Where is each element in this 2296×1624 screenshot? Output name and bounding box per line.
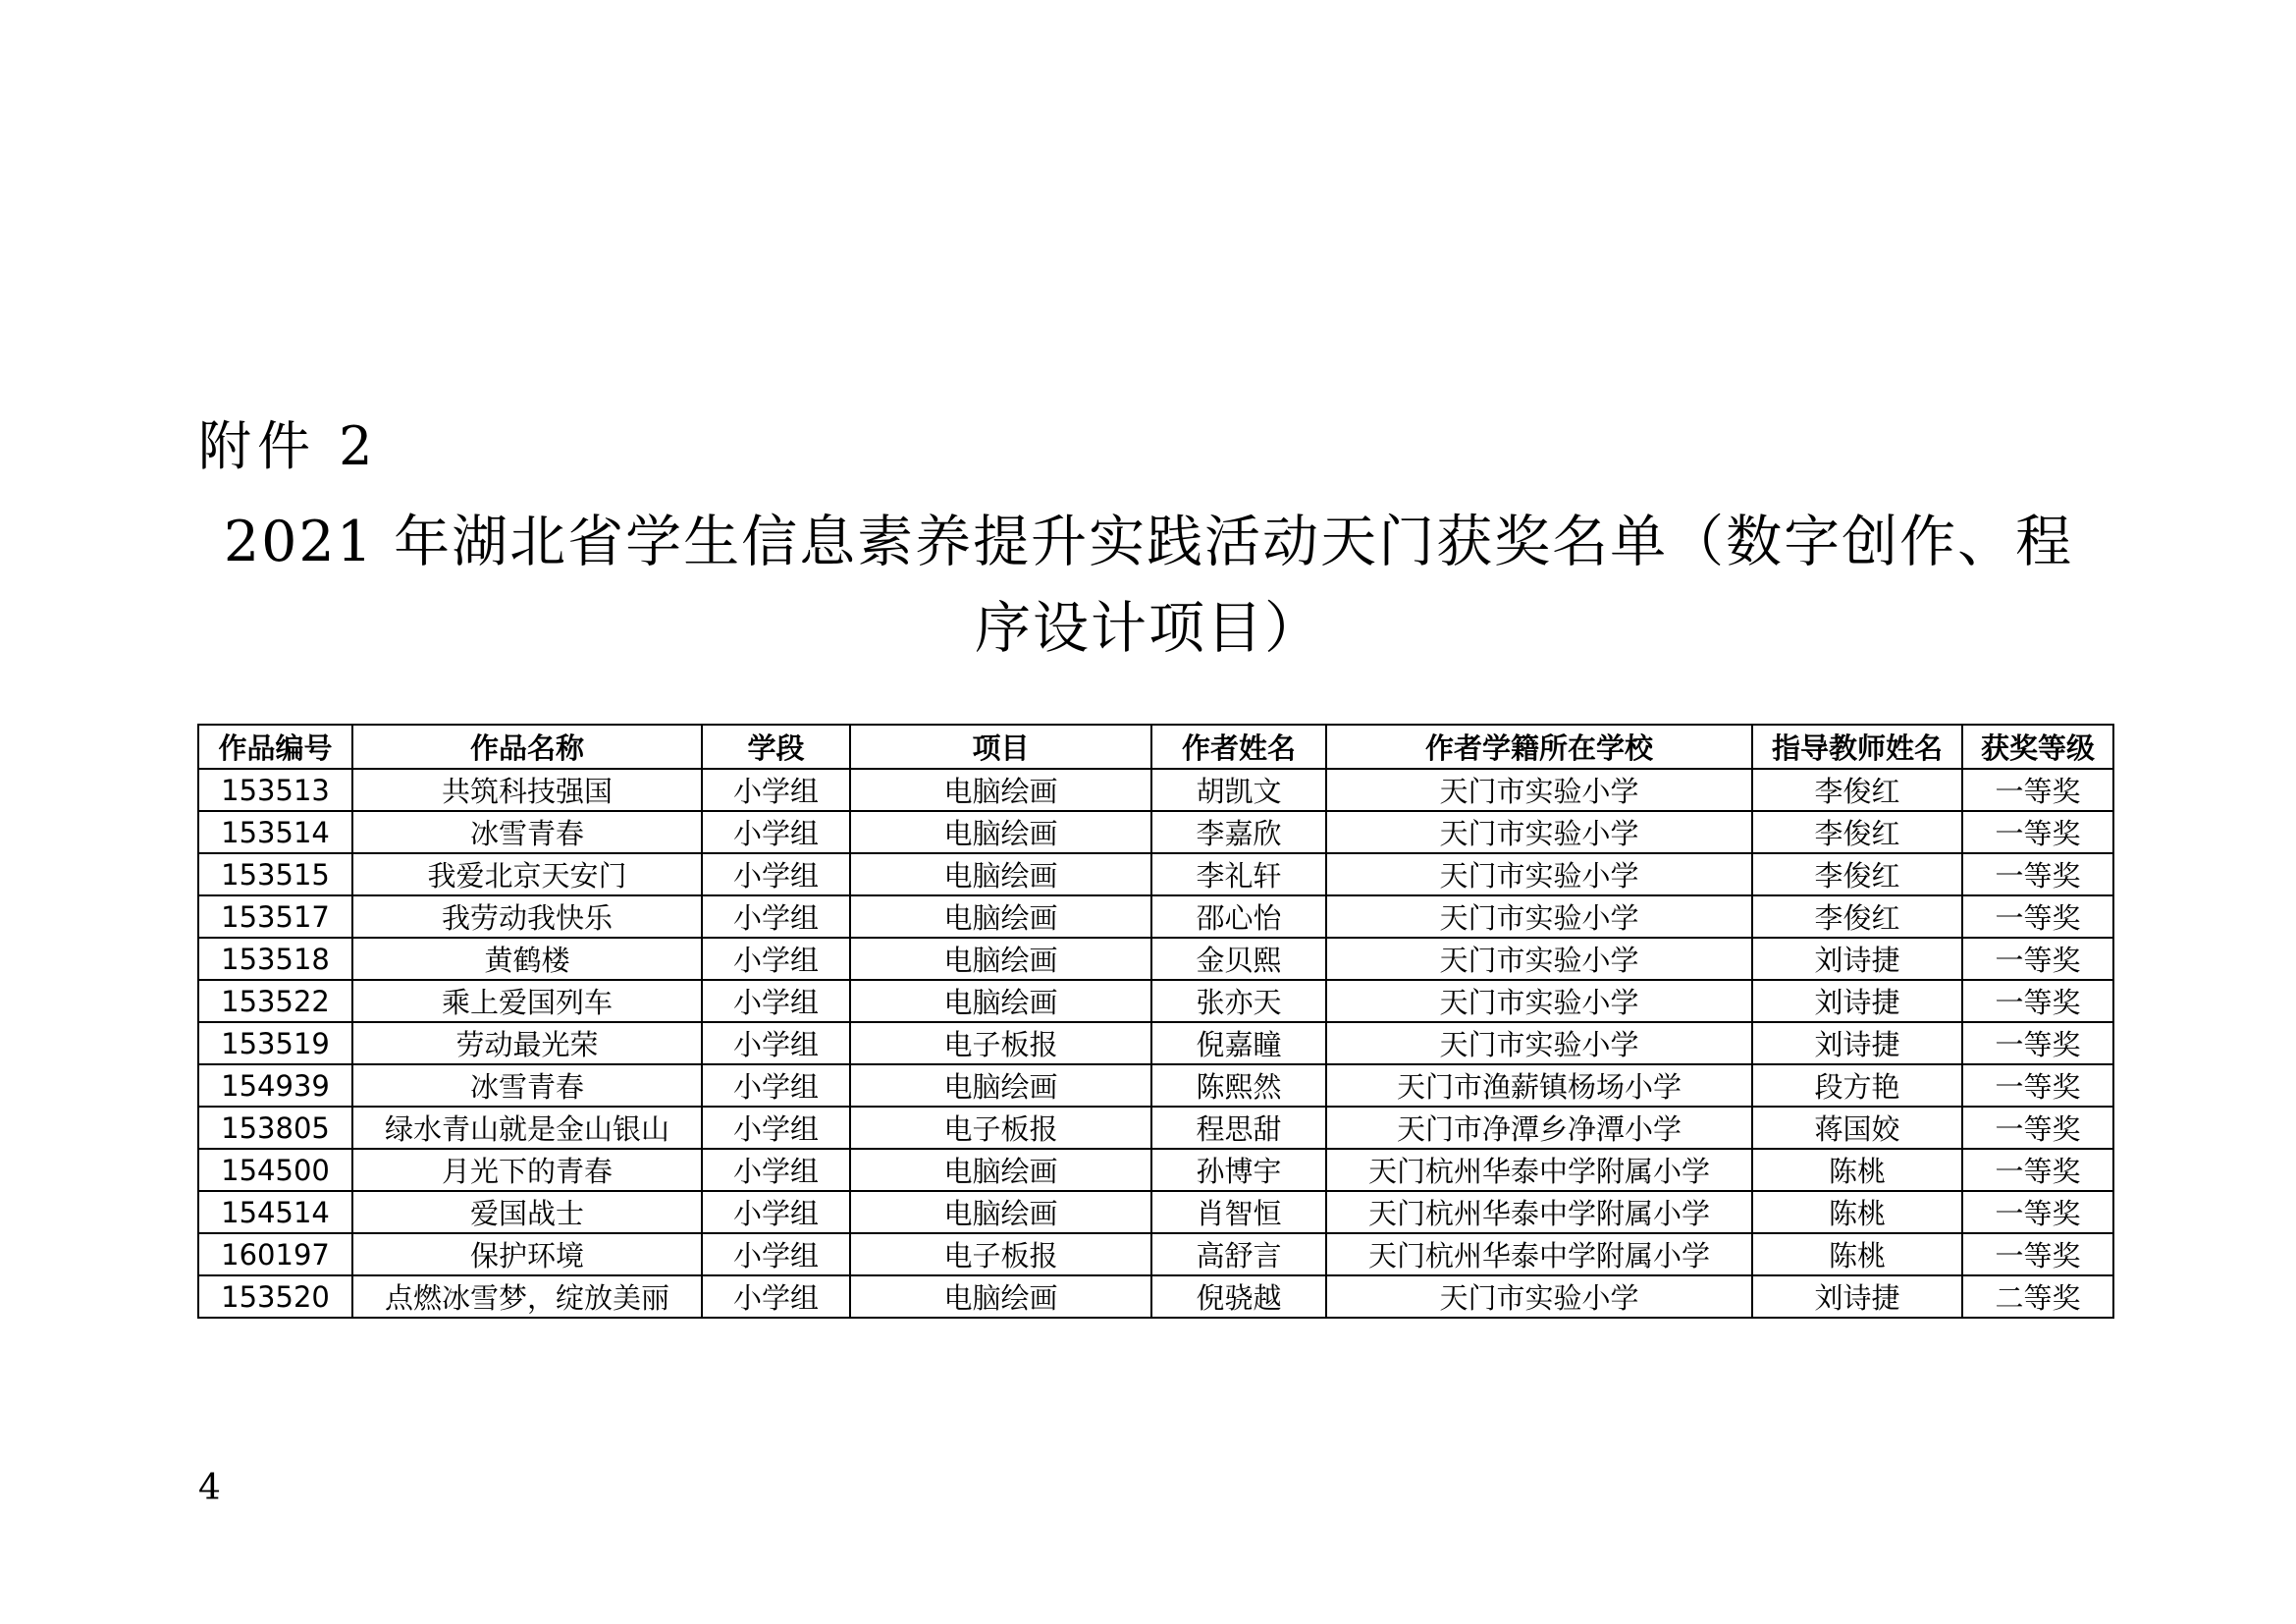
cell-level: 小学组: [702, 1107, 850, 1149]
cell-school: 天门市实验小学: [1326, 853, 1752, 895]
cell-work-id: 153519: [198, 1022, 352, 1064]
table-row: [198, 1107, 2113, 1149]
cell-teacher: 蒋国姣: [1752, 1107, 1962, 1149]
cell-school: 天门市实验小学: [1326, 811, 1752, 853]
table-row: [198, 811, 2113, 853]
cell-work-name: 冰雪青春: [352, 1064, 702, 1107]
cell-work-name: 冰雪青春: [352, 811, 702, 853]
cell-level: 小学组: [702, 853, 850, 895]
cell-school: 天门市实验小学: [1326, 1022, 1752, 1064]
header-award: 获奖等级: [1962, 725, 2113, 769]
cell-work-id: 154514: [198, 1191, 352, 1233]
header-teacher: 指导教师姓名: [1752, 725, 1962, 769]
cell-work-name: 绿水青山就是金山银山: [352, 1107, 702, 1149]
cell-award: 一等奖: [1962, 1022, 2113, 1064]
cell-work-id: 160197: [198, 1233, 352, 1275]
header-work-id: 作品编号: [198, 725, 352, 769]
cell-award: 一等奖: [1962, 980, 2113, 1022]
cell-project: 电脑绘画: [850, 811, 1151, 853]
cell-award: 一等奖: [1962, 1233, 2113, 1275]
cell-project: 电脑绘画: [850, 1149, 1151, 1191]
cell-work-id: 153515: [198, 853, 352, 895]
cell-award: 一等奖: [1962, 769, 2113, 811]
cell-work-name: 黄鹤楼: [352, 938, 702, 980]
cell-author: 倪嘉瞳: [1151, 1022, 1326, 1064]
cell-work-name: 共筑科技强国: [352, 769, 702, 811]
cell-project: 电脑绘画: [850, 1191, 1151, 1233]
cell-author: 陈熙然: [1151, 1064, 1326, 1107]
header-level: 学段: [702, 725, 850, 769]
title-line-2: 序设计项目）: [975, 596, 1322, 661]
cell-school: 天门杭州华泰中学附属小学: [1326, 1191, 1752, 1233]
cell-award: 一等奖: [1962, 1191, 2113, 1233]
cell-school: 天门市实验小学: [1326, 895, 1752, 938]
table-row: [198, 853, 2113, 895]
cell-school: 天门杭州华泰中学附属小学: [1326, 1233, 1752, 1275]
cell-teacher: 陈桃: [1752, 1233, 1962, 1275]
cell-level: 小学组: [702, 1233, 850, 1275]
page-number: 4: [198, 1468, 221, 1508]
cell-teacher: 陈桃: [1752, 1149, 1962, 1191]
cell-award: 一等奖: [1962, 1064, 2113, 1107]
cell-school: 天门市实验小学: [1326, 980, 1752, 1022]
cell-project: 电脑绘画: [850, 895, 1151, 938]
cell-school: 天门市渔薪镇杨场小学: [1326, 1064, 1752, 1107]
cell-work-name: 爱国战士: [352, 1191, 702, 1233]
cell-author: 孙博宇: [1151, 1149, 1326, 1191]
cell-level: 小学组: [702, 769, 850, 811]
cell-teacher: 刘诗捷: [1752, 1022, 1962, 1064]
cell-level: 小学组: [702, 1064, 850, 1107]
cell-author: 程思甜: [1151, 1107, 1326, 1149]
cell-school: 天门杭州华泰中学附属小学: [1326, 1149, 1752, 1191]
table-row: [198, 1191, 2113, 1233]
cell-author: 金贝熙: [1151, 938, 1326, 980]
cell-project: 电子板报: [850, 1233, 1151, 1275]
table-row: [198, 1233, 2113, 1275]
cell-level: 小学组: [702, 1191, 850, 1233]
cell-project: 电脑绘画: [850, 938, 1151, 980]
table-header-row: [198, 725, 2113, 769]
cell-work-name: 点燃冰雪梦，绽放美丽: [352, 1275, 702, 1318]
cell-award: 一等奖: [1962, 853, 2113, 895]
document-title: [196, 499, 2101, 672]
cell-school: 天门市实验小学: [1326, 938, 1752, 980]
cell-work-id: 153517: [198, 895, 352, 938]
cell-teacher: 刘诗捷: [1752, 938, 1962, 980]
cell-teacher: 刘诗捷: [1752, 1275, 1962, 1318]
cell-work-name: 我劳动我快乐: [352, 895, 702, 938]
cell-project: 电脑绘画: [850, 1275, 1151, 1318]
cell-work-id: 153520: [198, 1275, 352, 1318]
cell-work-id: 153518: [198, 938, 352, 980]
cell-teacher: 李俊红: [1752, 811, 1962, 853]
cell-award: 一等奖: [1962, 938, 2113, 980]
table-row: [198, 938, 2113, 980]
header-school: 作者学籍所在学校: [1326, 725, 1752, 769]
cell-work-id: 153805: [198, 1107, 352, 1149]
cell-teacher: 段方艳: [1752, 1064, 1962, 1107]
cell-project: 电脑绘画: [850, 1064, 1151, 1107]
cell-author: 倪骁越: [1151, 1275, 1326, 1318]
cell-author: 高舒言: [1151, 1233, 1326, 1275]
cell-work-id: 154500: [198, 1149, 352, 1191]
cell-teacher: 李俊红: [1752, 853, 1962, 895]
cell-teacher: 陈桃: [1752, 1191, 1962, 1233]
cell-work-id: 154939: [198, 1064, 352, 1107]
cell-teacher: 李俊红: [1752, 769, 1962, 811]
cell-school: 天门市实验小学: [1326, 1275, 1752, 1318]
cell-author: 肖智恒: [1151, 1191, 1326, 1233]
cell-author: 张亦天: [1151, 980, 1326, 1022]
cell-school: 天门市净潭乡净潭小学: [1326, 1107, 1752, 1149]
cell-level: 小学组: [702, 895, 850, 938]
header-project: 项目: [850, 725, 1151, 769]
table-row: [198, 980, 2113, 1022]
table-body: [198, 769, 2113, 1318]
cell-award: 二等奖: [1962, 1275, 2113, 1318]
cell-work-id: 153522: [198, 980, 352, 1022]
cell-author: 李嘉欣: [1151, 811, 1326, 853]
header-work-name: 作品名称: [352, 725, 702, 769]
cell-project: 电脑绘画: [850, 769, 1151, 811]
cell-work-id: 153513: [198, 769, 352, 811]
table-row: [198, 769, 2113, 811]
table-row: [198, 1064, 2113, 1107]
cell-author: 李礼轩: [1151, 853, 1326, 895]
cell-level: 小学组: [702, 1149, 850, 1191]
cell-level: 小学组: [702, 811, 850, 853]
cell-work-name: 月光下的青春: [352, 1149, 702, 1191]
table-row: [198, 1149, 2113, 1191]
cell-level: 小学组: [702, 1022, 850, 1064]
cell-award: 一等奖: [1962, 811, 2113, 853]
cell-project: 电脑绘画: [850, 980, 1151, 1022]
cell-author: 胡凯文: [1151, 769, 1326, 811]
cell-project: 电子板报: [850, 1022, 1151, 1064]
cell-work-name: 我爱北京天安门: [352, 853, 702, 895]
cell-award: 一等奖: [1962, 1149, 2113, 1191]
cell-level: 小学组: [702, 938, 850, 980]
cell-work-name: 劳动最光荣: [352, 1022, 702, 1064]
cell-work-name: 乘上爱国列车: [352, 980, 702, 1022]
cell-school: 天门市实验小学: [1326, 769, 1752, 811]
attachment-label: 附件 2: [198, 415, 379, 477]
cell-award: 一等奖: [1962, 1107, 2113, 1149]
header-author: 作者姓名: [1151, 725, 1326, 769]
cell-project: 电脑绘画: [850, 853, 1151, 895]
cell-level: 小学组: [702, 1275, 850, 1318]
cell-level: 小学组: [702, 980, 850, 1022]
cell-author: 邵心怡: [1151, 895, 1326, 938]
cell-work-name: 保护环境: [352, 1233, 702, 1275]
cell-work-id: 153514: [198, 811, 352, 853]
table-row: [198, 1022, 2113, 1064]
title-line-1: 2021 年湖北省学生信息素养提升实践活动天门获奖名单（数字创作、程: [223, 510, 2074, 574]
table-row: [198, 1275, 2113, 1318]
table-row: [198, 895, 2113, 938]
cell-award: 一等奖: [1962, 895, 2113, 938]
cell-teacher: 刘诗捷: [1752, 980, 1962, 1022]
awards-table: [197, 724, 2114, 1319]
cell-teacher: 李俊红: [1752, 895, 1962, 938]
cell-project: 电子板报: [850, 1107, 1151, 1149]
